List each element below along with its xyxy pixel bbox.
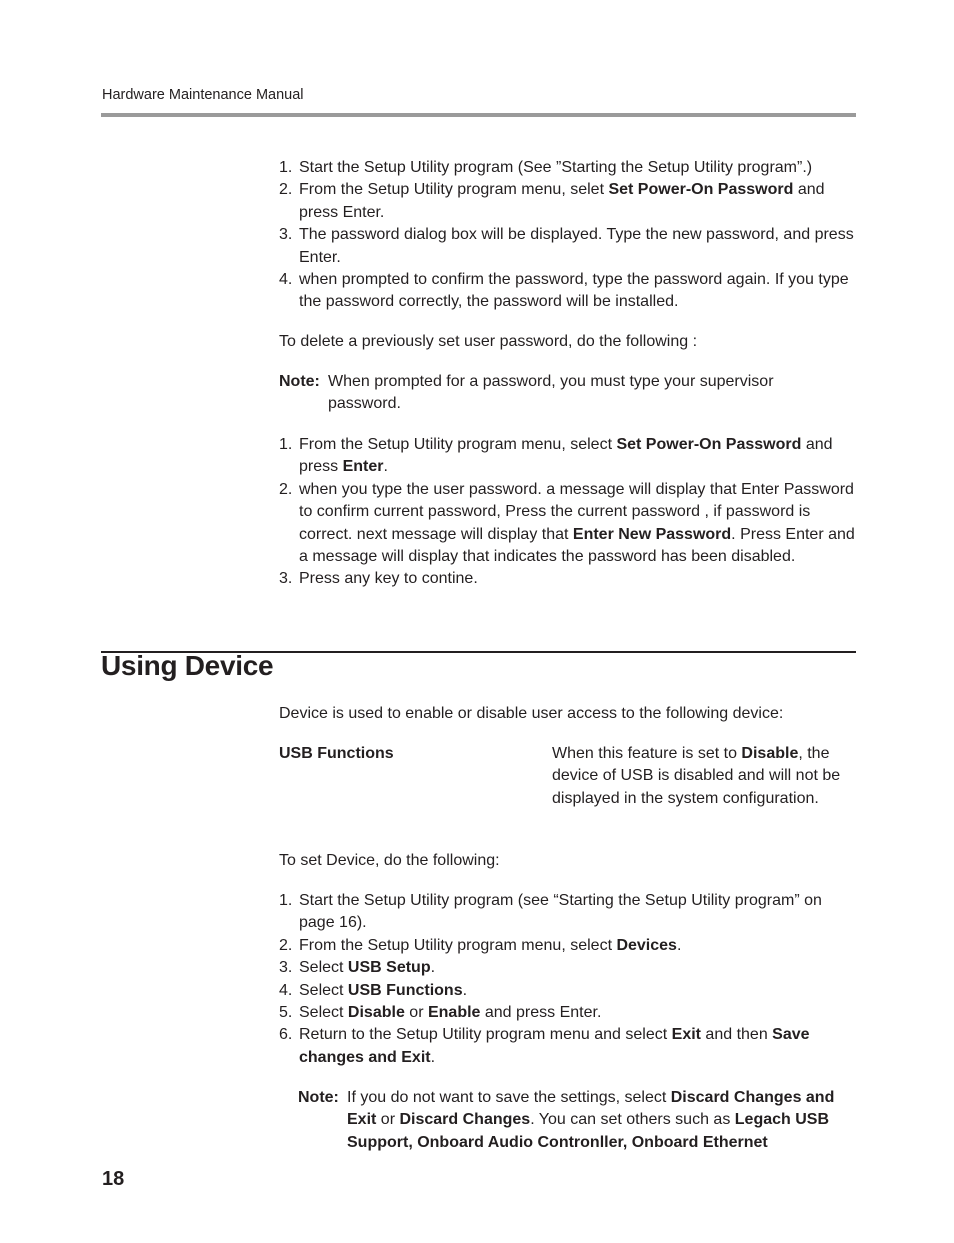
- page-number: 18: [102, 1168, 125, 1190]
- set-device-intro: To set Device, do the following:: [279, 852, 500, 869]
- list-item: 3. Select USB Setup.: [279, 959, 436, 977]
- list-item: 2. when you type the user password. a message will display that Enter Password to confirm current password, Press the current password , if password is correct. next message will display that Enter New Password. Press Enter and a message will display that indicates the password has been disabled.: [279, 480, 855, 566]
- list-item: 1. Start the Setup Utility program (See ”Starting the Setup Utility program”.): [279, 159, 813, 176]
- list-item: 2. From the Setup Utility program menu, select Devices.: [279, 936, 682, 954]
- note-save-settings: [298, 1087, 843, 1154]
- note-supervisor: [279, 371, 824, 416]
- list-item: 1. From the Setup Utility program menu, select Set Power-On Password and press Enter.: [279, 436, 833, 476]
- note-text: If you do not want to save the settings, select Discard Changes and Exit or Discard Changes. You can set others such as Legach USB Support, Onboard Audio Contronller, Onboard Ethernet: [347, 1089, 835, 1151]
- list-item: 6. Return to the Setup Utility program menu and select Exit and then Save changes and Exit.: [279, 1026, 810, 1066]
- header-divider: [101, 113, 856, 117]
- device-steps-list: [279, 890, 859, 1069]
- list-item: 4. when prompted to confirm the password, type the password again. If you type the password correctly, the password will be installed.: [279, 271, 849, 311]
- device-intro: Device is used to enable or disable user access to the following device:: [279, 705, 784, 722]
- list-item: 3. Press any key to contine.: [279, 570, 478, 588]
- running-header: Hardware Maintenance Manual: [102, 87, 304, 103]
- definition-term: USB Functions: [279, 745, 394, 762]
- section-title: Using Device: [101, 650, 274, 681]
- definition-description: When this feature is set to Disable, the device of USB is disabled and will not be displayed in the system configuration.: [552, 745, 841, 807]
- note-label: Note:: [298, 1089, 339, 1106]
- list-item: 3. The password dialog box will be displayed. Type the new password, and press Enter.: [279, 226, 854, 266]
- note-label: Note:: [279, 373, 320, 390]
- note-text: When prompted for a password, you must type your supervisor password.: [328, 373, 774, 413]
- usb-functions-definition: [279, 743, 859, 810]
- setup-steps-list: [279, 157, 859, 314]
- delete-intro: To delete a previously set user password, do the following :: [279, 333, 698, 350]
- list-item: 4. Select USB Functions.: [279, 981, 468, 999]
- list-item: 1. Start the Setup Utility program (see “Starting the Setup Utility program” on page 16).: [279, 892, 822, 932]
- list-item: 2. From the Setup Utility program menu, selet Set Power-On Password and press Enter.: [279, 181, 825, 221]
- delete-steps-list: [279, 434, 859, 591]
- list-item: 5. Select Disable or Enable and press Enter.: [279, 1004, 602, 1022]
